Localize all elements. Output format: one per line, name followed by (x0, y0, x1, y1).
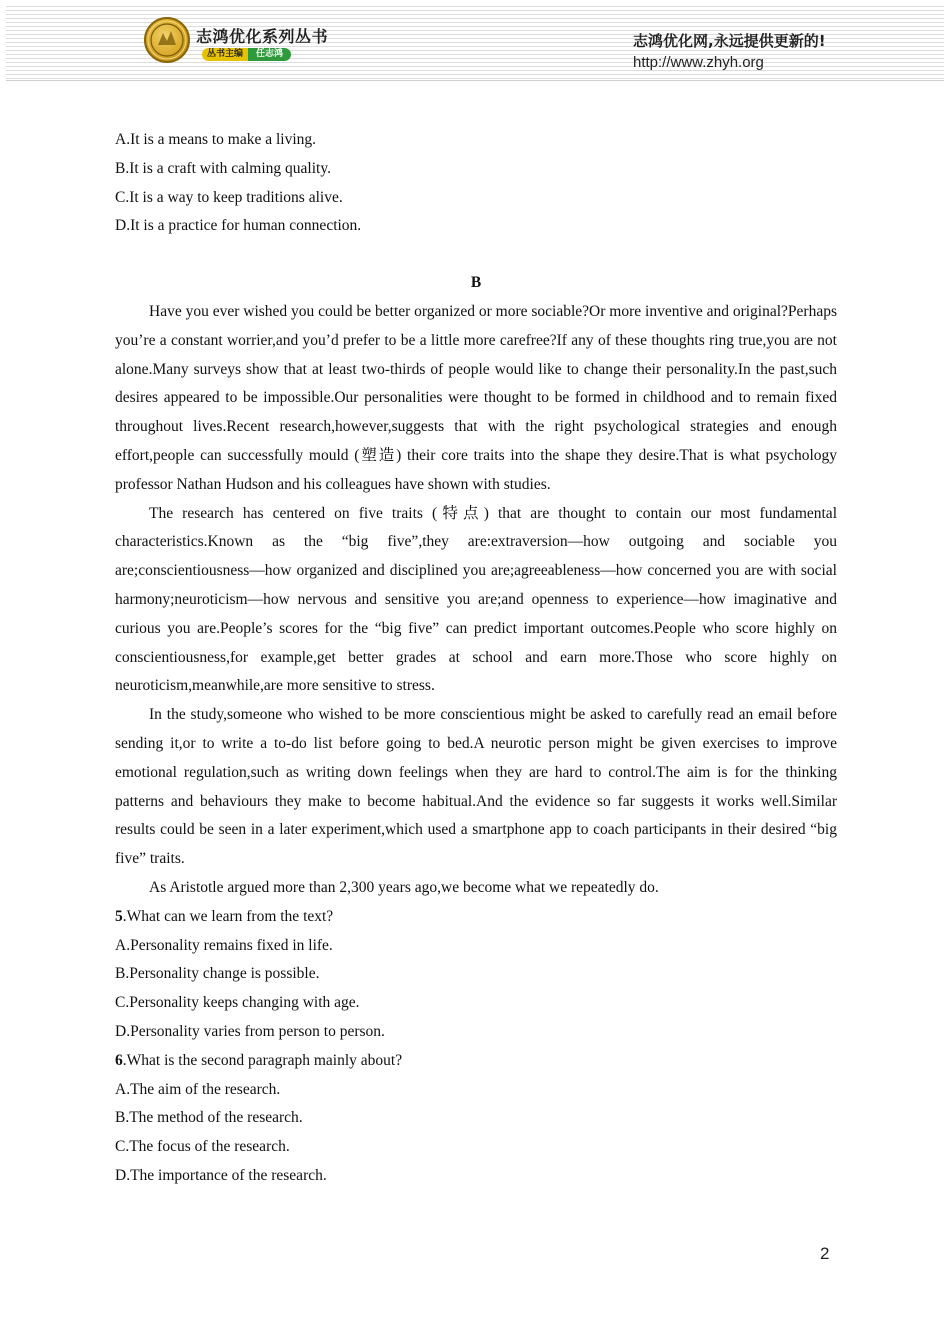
question-6-option-b: B.The method of the research. (115, 1109, 303, 1127)
paragraph-3: In the study,someone who wished to be more conscientious might be asked to carefully read an email before sending it,or to write a to-do list before going to bed.A neurotic person might be given exercises to improve emotional regulation,such as writing down feelings when they are hard to control.The aim is for the thinking patterns and behaviours they make to become habitual.And the evidence so far suggests it works well.Similar results could be seen in a later experiment,which used a smartphone app to coach participants in their desired “big five” traits. (115, 706, 837, 868)
question-6-option-a: A.The aim of the research. (115, 1080, 281, 1098)
question-5-text: .What can we learn from the text? (122, 907, 334, 925)
prev-option-b: B.It is a craft with calming quality. (115, 159, 331, 177)
question-6-option-c: C.The focus of the research. (115, 1138, 290, 1156)
paragraph-4: As Aristotle argued more than 2,300 years ago,we become what we repeatedly do. (149, 878, 659, 896)
question-5-option-c: C.Personality keeps changing with age. (115, 994, 360, 1012)
site-url-link[interactable]: http://www.zhyh.org (633, 54, 764, 71)
brand-logo-icon (144, 17, 190, 63)
prev-option-a: A.It is a means to make a living. (115, 131, 317, 148)
section-title: B (470, 274, 482, 292)
question-5-number: 5 (115, 907, 123, 925)
page-number: 2 (820, 1244, 830, 1263)
site-slogan: 志鸿优化网,永远提供更新的! (633, 32, 826, 50)
prev-option-d: D.It is a practice for human connection. (115, 217, 362, 235)
brand-tag-right: 任志鸿 (248, 48, 291, 61)
prev-option-c: C.It is a way to keep traditions alive. (115, 188, 343, 206)
question-5-option-a: A.Personality remains fixed in life. (115, 936, 333, 954)
question-5-option-d: D.Personality varies from person to person. (115, 1022, 385, 1040)
brand-tag-left: 丛书主编 (202, 48, 248, 61)
question-5-option-b: B.Personality change is possible. (115, 965, 320, 983)
page-content (115, 126, 837, 1191)
question-6-stem (115, 1047, 837, 1076)
question-5-stem (115, 903, 837, 932)
paragraph-2: The research has centered on five traits (特点) that are thought to contain our most fundamental characteristics.Known as the “big five”,they are:extraversion—how outgoing and sociable you are;conscientiousness—how organized and disciplined you are;agreeableness—how concerned you are with social harmony;neuroticism—how nervous and sensitive you are;and openness to experience—how imaginative and curious you are.People’s scores for the “big five” can predict important outcomes.People who score highly on conscientiousness,for example,get better grades at school and earn more.Those who score highly on neuroticism,meanwhile,are more sensitive to stress. (115, 504, 837, 695)
question-6-number: 6 (115, 1051, 123, 1069)
brand-editor-tag (202, 47, 291, 61)
question-6-text: .What is the second paragraph mainly about? (122, 1051, 403, 1069)
page-header (6, 6, 944, 81)
brand-title: 志鸿优化系列丛书 (196, 27, 329, 46)
spacer (115, 241, 837, 269)
paragraph-1: Have you ever wished you could be better organized or more sociable?Or more inventive and original?Perhaps you’re a constant worrier,and you’d prefer to be a little more carefree?If any of these thoughts ring true,you are not alone.Many surveys show that at least two-thirds of people would like to change their personality.In the past,such desires appeared to be impossible.Our personalities were thought to be formed in childhood and to remain fixed throughout lives.Recent research,however,suggests that with the right psychological strategies and enough effort,people can successfully mould (塑造) their core traits into the shape they desire.That is what psychology professor Nathan Hudson and his colleagues have shown with studies. (115, 302, 837, 493)
question-6-option-d: D.The importance of the research. (115, 1166, 327, 1184)
